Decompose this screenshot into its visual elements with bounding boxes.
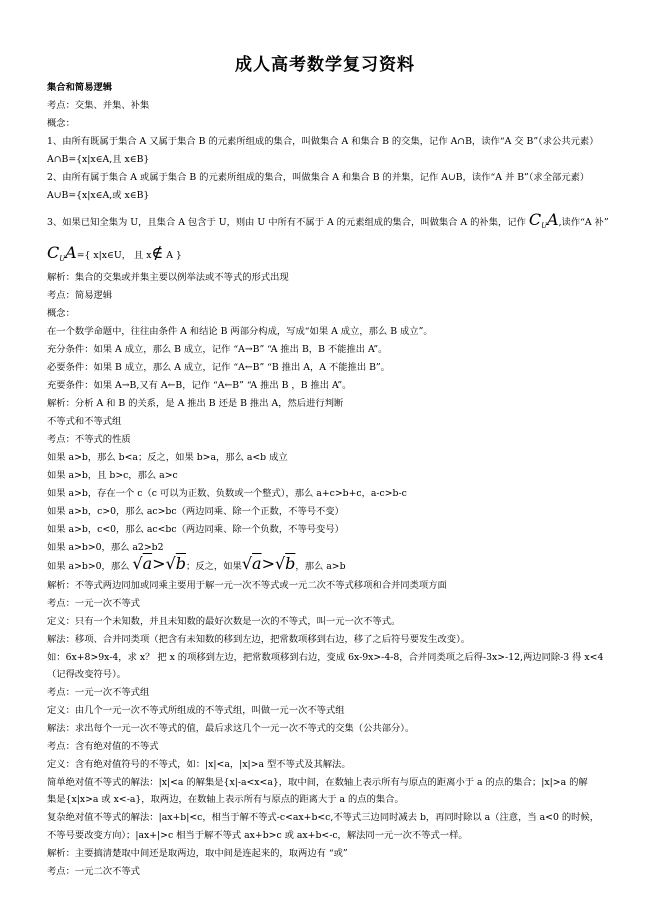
- text-segment: 3、如果已知全集为 U，且集合 A 包含于 U，则由 U 中所有不属于 A 的元素组成的集合，叫做集合 A 的补集，记作: [47, 217, 526, 228]
- complement-symbol: $C_UA$: [528, 210, 559, 230]
- text-line: 如果 a>b，c<0，那么 ac<bc（两边同乘、除一个负数，不等号变号）: [47, 524, 344, 535]
- text-line: 如果 a>b，存在一个 c（c 可以为正数、负数或一个整式），那么 a+c>b+c，a-c>b-c: [47, 488, 407, 499]
- text-line: A∩B={x|x∈A,且 x∈B}: [47, 154, 150, 165]
- complement-symbol: $C_UA$: [47, 243, 77, 263]
- section-heading: 不等式和不等式组: [47, 416, 122, 427]
- text-line: 如果 a>b，c>0，那么 ac>bc（两边同乘、除一个正数，不等号不变）: [47, 506, 344, 517]
- text-line: 解法：移项、合并同类项（把含有未知数的移到左边，把常数项移到右边，移了之后符号要发生改变）。: [47, 634, 471, 645]
- text-segment: ={ x|x∈U， 且 x: [76, 250, 152, 261]
- text-line: 解析：主要搞清楚取中间还是取两边，取中间是连起来的，取两边有 “或”: [47, 848, 348, 859]
- text-line: 考点：一元一次不等式: [47, 598, 140, 609]
- text-line: 考点：简易逻辑: [47, 290, 113, 301]
- text-line: 考点：交集、并集、补集: [47, 100, 150, 111]
- text-line: 在一个数学命题中，往往由条件 A 和结论 B 两部分构成，写成“如果 A 成立，那么 B 成立”。: [47, 326, 433, 337]
- text-line: 充要条件：如果 A→B,又有 A←B，记作 “A←B” “A 推出 B ，B 推出 A”。: [47, 380, 352, 391]
- text-segment: 如果 a>b>0，那么: [47, 561, 130, 572]
- text-line: 不等号要改变方向）；|ax+|>c 相当于解不等式 ax+b>c 或 ax+b<-c，解法同一元一次不等式一样。: [47, 830, 468, 841]
- text-line: 2、由所有属于集合 A 或属于集合 B 的元素所组成的集合，叫做集合 A 和集合 B 的并集，记作 A∪B，读作“A 并 B”（求全部元素）: [47, 172, 590, 183]
- text-line: 考点：一元一次不等式组: [47, 687, 150, 698]
- text-line: 集是{x|x>a 或 x<-a}，取两边，在数轴上表示所有与原点的距离大于 a 的点的集合。: [47, 794, 404, 805]
- text-line: （记得改变符号）。: [47, 669, 127, 680]
- text-line: 定义：只有一个未知数，并且未知数的最好次数是一次的不等式，叫一元一次不等式。: [47, 616, 401, 627]
- text-segment: A }: [163, 250, 182, 261]
- text-line: 考点：含有绝对值的不等式: [47, 741, 159, 752]
- text-line: 概念：: [47, 118, 75, 129]
- text-line: 解析：不等式两边同加或同乘主要用于解一元一次不等式或一元二次不等式移项和合并同类项方面: [47, 580, 447, 591]
- text-line: 考点：一元二次不等式: [47, 866, 140, 877]
- section-heading: 集合和简易逻辑: [47, 82, 113, 93]
- text-line: 概念：: [47, 308, 75, 319]
- sqrt-inequality-line: [47, 554, 612, 573]
- not-in-symbol: ∉: [151, 243, 164, 262]
- text-line: 必要条件：如果 B 成立，那么 A 成立，记作 “A←B” “B 推出 A，A 不能推出 B”。: [47, 362, 390, 373]
- text-line: 定义：含有绝对值符号的不等式，如：|x|<a，|x|>a 型不等式及其解法。: [47, 759, 351, 770]
- text-line: 解析：分析 A 和 B 的关系，是 A 推出 B 还是 B 推出 A，然后进行判断: [47, 398, 344, 409]
- page-title: 成人高考数学复习资料: [235, 55, 415, 75]
- text-line: 1、由所有既属于集合 A 又属于集合 B 的元素所组成的集合，叫做集合 A 和集合 B 的交集，记作 A∩B，读作“A 交 B”（求公共元素）: [47, 136, 599, 147]
- text-line: 考点：不等式的性质: [47, 434, 131, 445]
- text-segment: ；反之，如果: [186, 561, 242, 572]
- text-line: 简单绝对值不等式的解法：|x|<a 的解集是{x|-a<x<a}，取中间，在数轴上表示所有与原点的距离小于 a 的点的集合；|x|>a 的解: [47, 777, 588, 788]
- text-line: 如：6x+8>9x-4，求 x？ 把 x 的项移到左边，把常数项移到右边，变成 6x-9x>-4-8，合并同类项之后得-3x>-12,两边同除-3 得 x<4: [47, 652, 604, 663]
- text-line: 如果 a>b，那么 b<a；反之，如果 b>a，那么 a<b 成立: [47, 452, 288, 463]
- text-line: 充分条件：如果 A 成立，那么 B 成立，记作 “A→B” “A 推出 B，B 不能推出 A”。: [47, 344, 388, 355]
- text-line: 如果 a>b>0，那么 a2>b2: [47, 542, 164, 553]
- text-line: 解法：求出每个一元一次不等式的值，最后求这几个一元一次不等式的交集（公共部分）。: [47, 723, 415, 734]
- text-line: 解析：集合的交集或并集主要以例举法或不等式的形式出现: [47, 272, 289, 283]
- text-segment: ,读作“A 补”: [558, 217, 609, 228]
- text-line: 复杂绝对值不等式的解法：|ax+b|<c，相当于解不等式-c<ax+b<c,不等式三边同时减去 b，再同时除以 a（注意，当 a<0 的时候，: [47, 812, 600, 823]
- text-line: A∪B={x|x∈A,或 x∈B}: [47, 190, 150, 201]
- complement-set-line: [47, 243, 612, 265]
- sqrt-expression: √a>√b: [241, 554, 296, 573]
- text-segment: ，那么 a>b: [295, 561, 346, 572]
- text-line: 定义：由几个一元一次不等式所组成的不等式组，叫做一元一次不等式组: [47, 705, 345, 716]
- text-line: 如果 a>b，且 b>c，那么 a>c: [47, 470, 178, 481]
- complement-definition-line: [47, 210, 612, 232]
- sqrt-expression: √a>√b: [132, 554, 187, 573]
